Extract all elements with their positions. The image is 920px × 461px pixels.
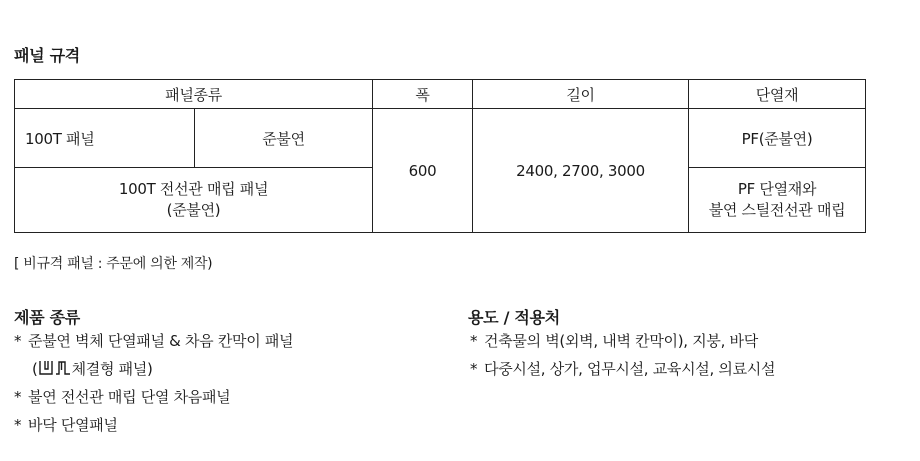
bullet: * [14,388,22,406]
header-insulation: 단열재 [689,80,866,109]
header-panel-type: 패널종류 [15,80,373,109]
panel-spec-table [14,79,866,233]
cell-line: 불연 스틸전선관 매립 [708,201,846,219]
cell-material: 준불연 [195,109,373,168]
uses-title: 용도 / 적용처 [468,308,560,327]
table-header-row [15,80,866,109]
cell-line: (준불연) [166,201,221,219]
list-item [470,359,775,387]
cell-panel-type: 100T 패널 [15,109,195,168]
bullet: * [14,416,22,434]
cell-insulation: PF(준불연) [689,109,866,168]
uses-list [470,331,775,387]
list-item [14,415,293,443]
list-item-text: 건축물의 벽(외벽, 내벽 칸막이), 지붕, 바닥 [484,332,758,350]
list-item-text: 준불연 벽체 단열패널 & 차음 칸막이 패널 [28,332,294,350]
cell-line: PF 단열재와 [737,180,817,198]
products-title: 제품 종류 [14,308,80,327]
list-item-text: 체결형 패널) [71,360,153,378]
panel-joint-icon [38,360,72,376]
list-item-text: ( [32,360,38,378]
header-width: 폭 [373,80,473,109]
cell-width: 600 [373,109,473,233]
list-item [14,331,293,359]
list-item-text: 바닥 단열패널 [28,416,118,434]
section-title: 패널 규격 [14,46,80,65]
list-item [14,387,293,415]
list-item [14,359,293,387]
custom-order-note: [ 비규격 패널 : 주문에 의한 제작) [14,256,213,272]
list-item-text: 불연 전선관 매립 단열 차음패널 [28,388,231,406]
header-length: 길이 [473,80,689,109]
cell-length: 2400, 2700, 3000 [473,109,689,233]
list-item [470,331,775,359]
bullet: * [470,332,478,350]
table-row [15,109,866,168]
products-list [14,331,293,443]
cell-insulation [689,168,866,233]
bullet: * [14,332,22,350]
cell-line: 100T 전선관 매립 패널 [118,180,269,198]
list-item-text: 다중시설, 상가, 업무시설, 교육시설, 의료시설 [484,360,776,378]
bullet: * [470,360,478,378]
cell-panel-type [15,168,373,233]
